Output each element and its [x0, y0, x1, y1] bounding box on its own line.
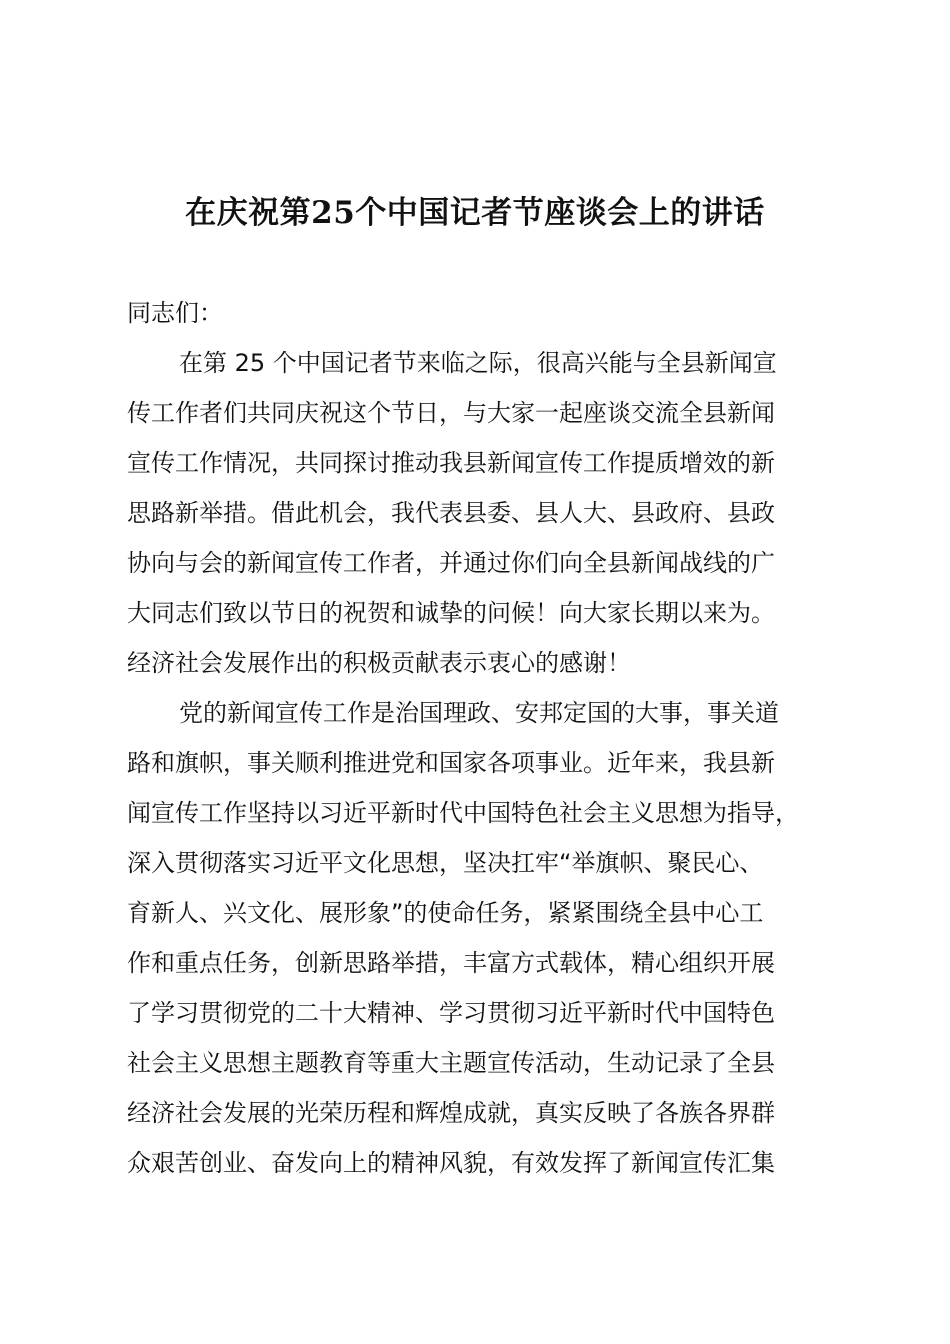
text-line: 深入贯彻落实习近平文化思想，坚决扛牢“举旗帜、聚民心、: [127, 849, 764, 877]
text-line: 闻宣传工作坚持以习近平新时代中国特色社会主义思想为指导，: [127, 799, 799, 827]
paragraph-2: [127, 688, 867, 1188]
text-line: 传工作者们共同庆祝这个节日，与大家一起座谈交流全县新闻: [127, 399, 775, 427]
text-line: 经济社会发展的光荣历程和辉煌成就，真实反映了各族各界群: [127, 1099, 775, 1127]
text-line: 宣传工作情况，共同探讨推动我县新闻宣传工作提质增效的新: [127, 449, 775, 477]
text-line: 育新人、兴文化、展形象”的使命任务，紧紧围绕全县中心工: [127, 899, 764, 927]
text-line: 在第 25 个中国记者节来临之际，很高兴能与全县新闻宣: [179, 349, 777, 377]
text-line: 社会主义思想主题教育等重大主题宣传活动，生动记录了全县: [127, 1049, 775, 1077]
text-line: 大同志们致以节日的祝贺和诚挚的问候！向大家长期以来为。: [127, 599, 775, 627]
text-line: 作和重点任务，创新思路举措，丰富方式载体，精心组织开展: [127, 949, 775, 977]
text-line: 众艰苦创业、奋发向上的精神风貌，有效发挥了新闻宣传汇集: [127, 1149, 775, 1177]
text-line: 思路新举措。借此机会，我代表县委、县人大、县政府、县政: [127, 499, 775, 527]
text-line: 党的新闻宣传工作是治国理政、安邦定国的大事，事关道: [179, 699, 779, 727]
paragraph-1: [127, 338, 867, 688]
text-line: 路和旗帜，事关顺利推进党和国家各项事业。近年来，我县新: [127, 749, 775, 777]
text-line: 经济社会发展作出的积极贡献表示衷心的感谢！: [127, 649, 631, 677]
salutation: 同志们：: [127, 299, 223, 327]
document-body: [127, 288, 867, 1188]
text-line: 了学习贯彻党的二十大精神、学习贯彻习近平新时代中国特色: [127, 999, 775, 1027]
text-line: 协向与会的新闻宣传工作者，并通过你们向全县新闻战线的广: [127, 549, 775, 577]
document-title: 在庆祝第25个中国记者节座谈会上的讲话: [185, 195, 765, 231]
